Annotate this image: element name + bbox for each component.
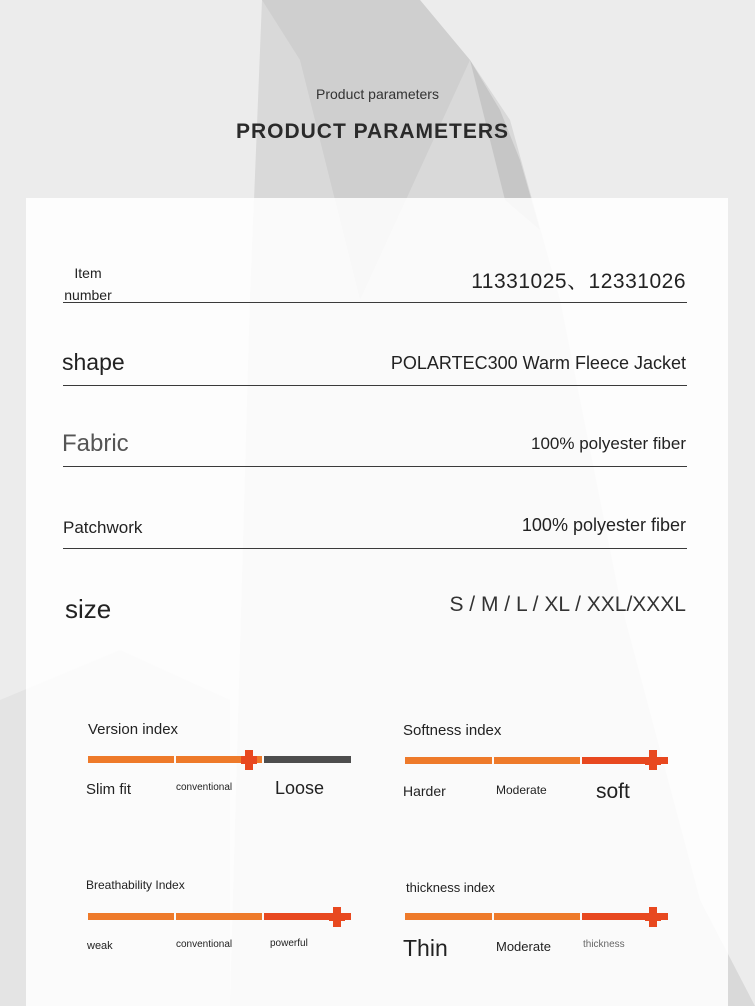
shape-value: POLARTEC300 Warm Fleece Jacket xyxy=(390,353,686,373)
breathability-level-marker-cross xyxy=(329,913,345,921)
fabric-label: Fabric xyxy=(62,430,129,457)
breathability-bar-segment-2 xyxy=(176,913,262,920)
size-value: S / M / L / XL / XXL/XXXL xyxy=(449,593,686,616)
item-number-label xyxy=(63,262,113,306)
version-bar-segment-3 xyxy=(264,756,351,763)
version-index-title: Version index xyxy=(88,721,179,738)
patchwork-value: 100% polyester fiber xyxy=(521,515,686,535)
spec-row-size xyxy=(63,590,687,630)
size-label: size xyxy=(65,594,112,624)
spec-row-fabric xyxy=(63,428,687,467)
thickness-level-marker-cross xyxy=(645,913,661,921)
softness-bar-segment-2 xyxy=(494,757,580,764)
thickness-bar-segment-2 xyxy=(494,913,580,920)
thickness-tick-low: Thin xyxy=(403,935,448,961)
patchwork-label: Patchwork xyxy=(63,518,143,537)
fabric-value: 100% polyester fiber xyxy=(531,434,686,453)
breathability-index-title: Breathability Index xyxy=(86,878,185,892)
softness-bar-segment-1 xyxy=(405,757,492,764)
breathability-tick-low: weak xyxy=(87,940,113,952)
section-kicker: Product parameters xyxy=(316,86,439,102)
breathability-tick-mid: conventional xyxy=(176,939,233,950)
item-number-value: 11331025、12331026 xyxy=(471,270,686,293)
spec-row-item-number xyxy=(63,262,687,303)
item-number-label-line1: Item xyxy=(74,265,102,281)
softness-index-title: Softness index xyxy=(403,722,502,739)
thickness-index-title: thickness index xyxy=(406,880,495,895)
version-bar-segment-1 xyxy=(88,756,174,763)
version-tick-high: Loose xyxy=(275,778,325,798)
softness-tick-high: soft xyxy=(596,780,630,803)
shape-label: shape xyxy=(62,349,125,375)
thickness-bar-segment-1 xyxy=(405,913,492,920)
version-level-marker-cross xyxy=(241,756,257,764)
thickness-tick-mid: Moderate xyxy=(496,939,551,954)
spec-row-patchwork xyxy=(63,510,687,549)
softness-tick-mid: Moderate xyxy=(496,783,547,797)
version-tick-mid: conventional xyxy=(176,782,233,793)
breathability-tick-high: powerful xyxy=(270,938,308,949)
softness-level-marker-cross xyxy=(645,757,661,765)
softness-tick-low: Harder xyxy=(403,783,446,799)
item-number-label-line2: number xyxy=(64,287,112,303)
breathability-bar-segment-1 xyxy=(88,913,174,920)
thickness-tick-high: thickness xyxy=(583,939,625,950)
version-tick-low: Slim fit xyxy=(86,781,131,798)
section-title: PRODUCT PARAMETERS xyxy=(235,120,510,143)
spec-row-shape xyxy=(63,346,687,386)
